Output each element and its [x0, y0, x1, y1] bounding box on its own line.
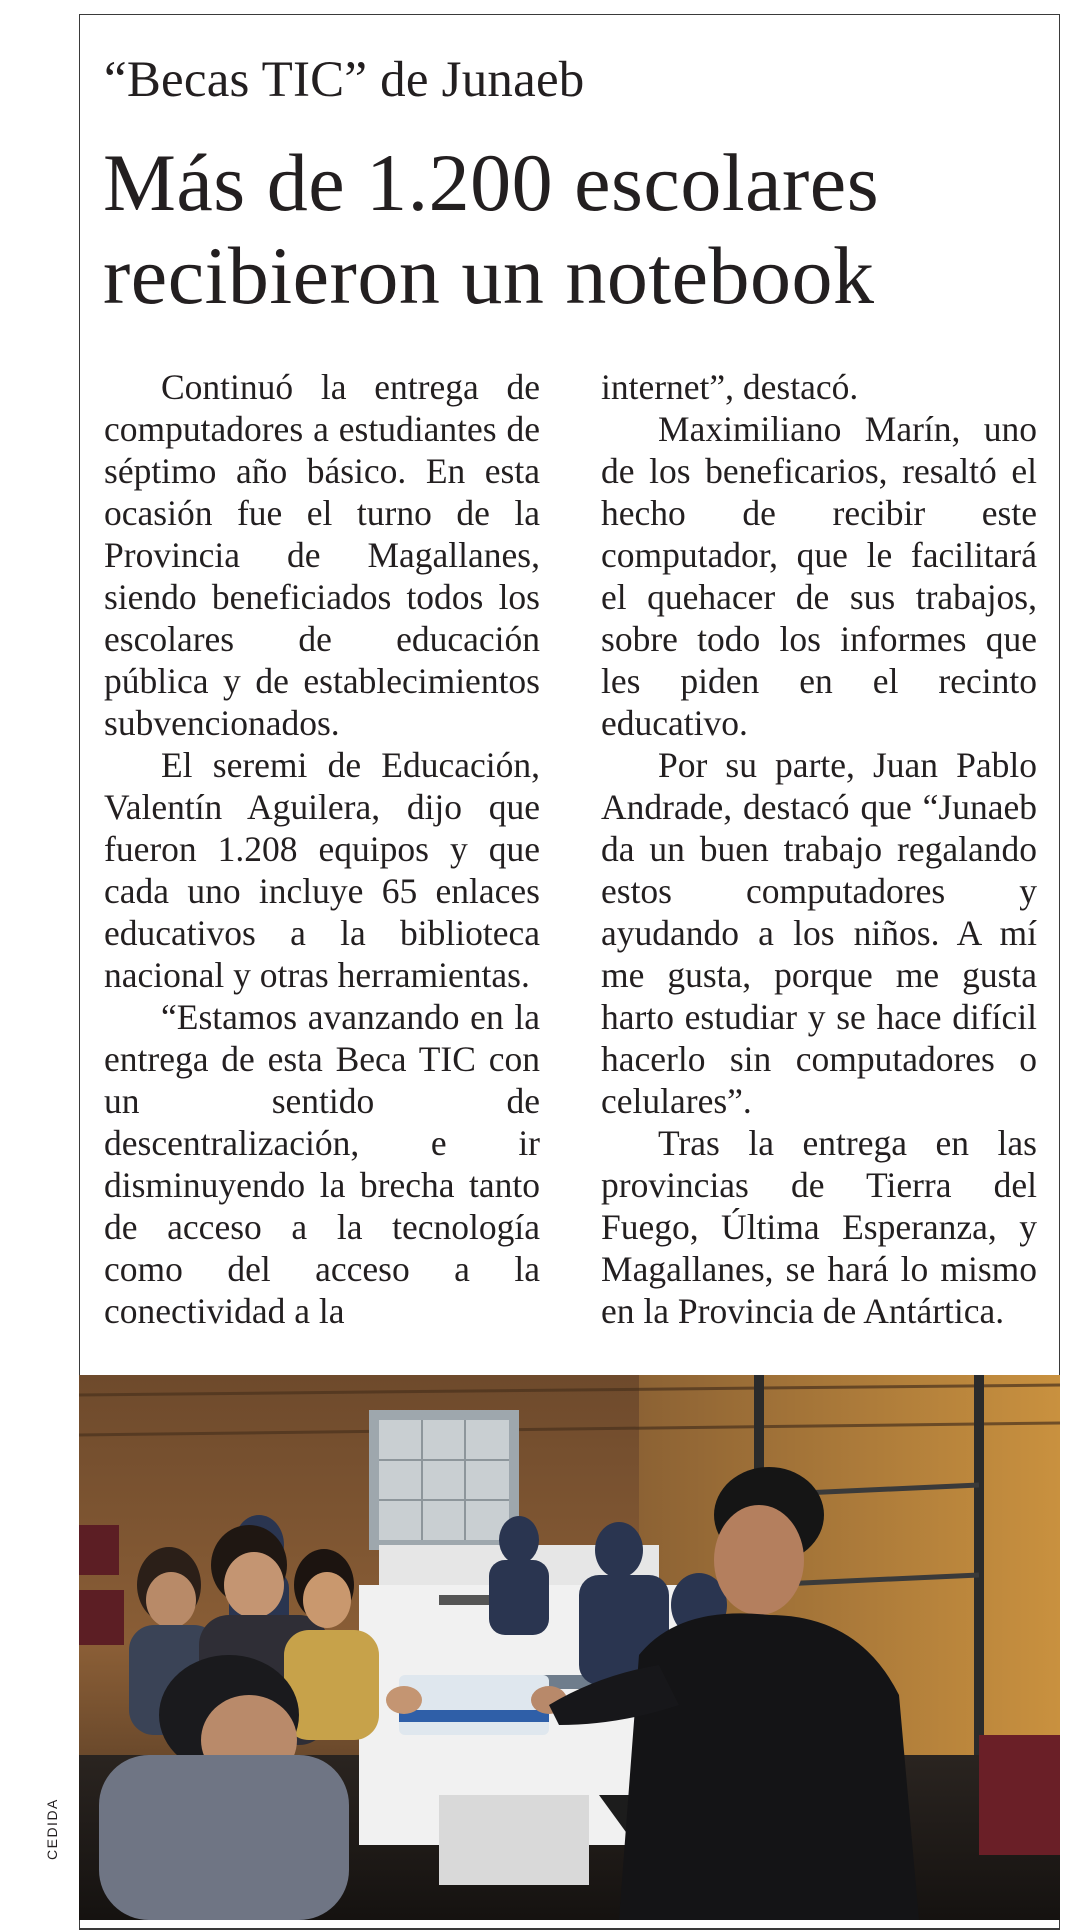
headline-line-2: recibieron un notebook: [103, 230, 875, 321]
body-paragraph: Continuó la entrega de computadores a estudiantes de séptimo año básico. En esta ocasión fue el turno de la Provincia de Magallanes, siendo beneficiados todos los escolares de educación pública y de establecimientos subvencionados.: [104, 367, 540, 743]
article-kicker: “Becas TIC” de Junaeb: [104, 52, 585, 108]
bottom-rule: [79, 1928, 1060, 1930]
body-paragraph-continued: internet”, destacó.: [601, 367, 859, 407]
body-paragraph: Tras la entrega en las provincias de Tierra del Fuego, Última Esperanza, y Magallanes, se hará lo mismo en la Provincia de Antártica.: [601, 1123, 1037, 1331]
body-paragraph: “Estamos avanzando en la entrega de esta Beca TIC con un sentido de descentralización, e ir disminuyendo la brecha tanto de acceso a la tecnología como del acceso a la conectividad a la: [104, 997, 540, 1331]
article-photo: [79, 1375, 1060, 1920]
photo-credit: CEDIDA: [44, 1798, 60, 1860]
body-column-left: [104, 366, 540, 1332]
body-paragraph: El seremi de Educación, Valentín Aguilera, dijo que fueron 1.208 equipos y que cada uno incluye 65 enlaces educativos a la biblioteca nacional y otras herramientas.: [104, 745, 540, 995]
body-paragraph: Por su parte, Juan Pablo Andrade, destacó que “Junaeb da un buen trabajo regalando estos computadores y ayudando a los niños. A mí me gusta, porque me gusta harto estudiar y se hace difícil hacerlo sin computadores o celulares”.: [601, 745, 1037, 1121]
headline-line-1: Más de 1.200 escolares: [103, 137, 880, 228]
article-headline: [103, 136, 879, 322]
body-column-right: [601, 366, 1037, 1332]
body-paragraph: Maximiliano Marín, uno de los beneficarios, resaltó el hecho de recibir este computador, que le facilitará el quehacer de sus trabajos, sobre todo los informes que les piden en el recinto educativo.: [601, 409, 1037, 743]
